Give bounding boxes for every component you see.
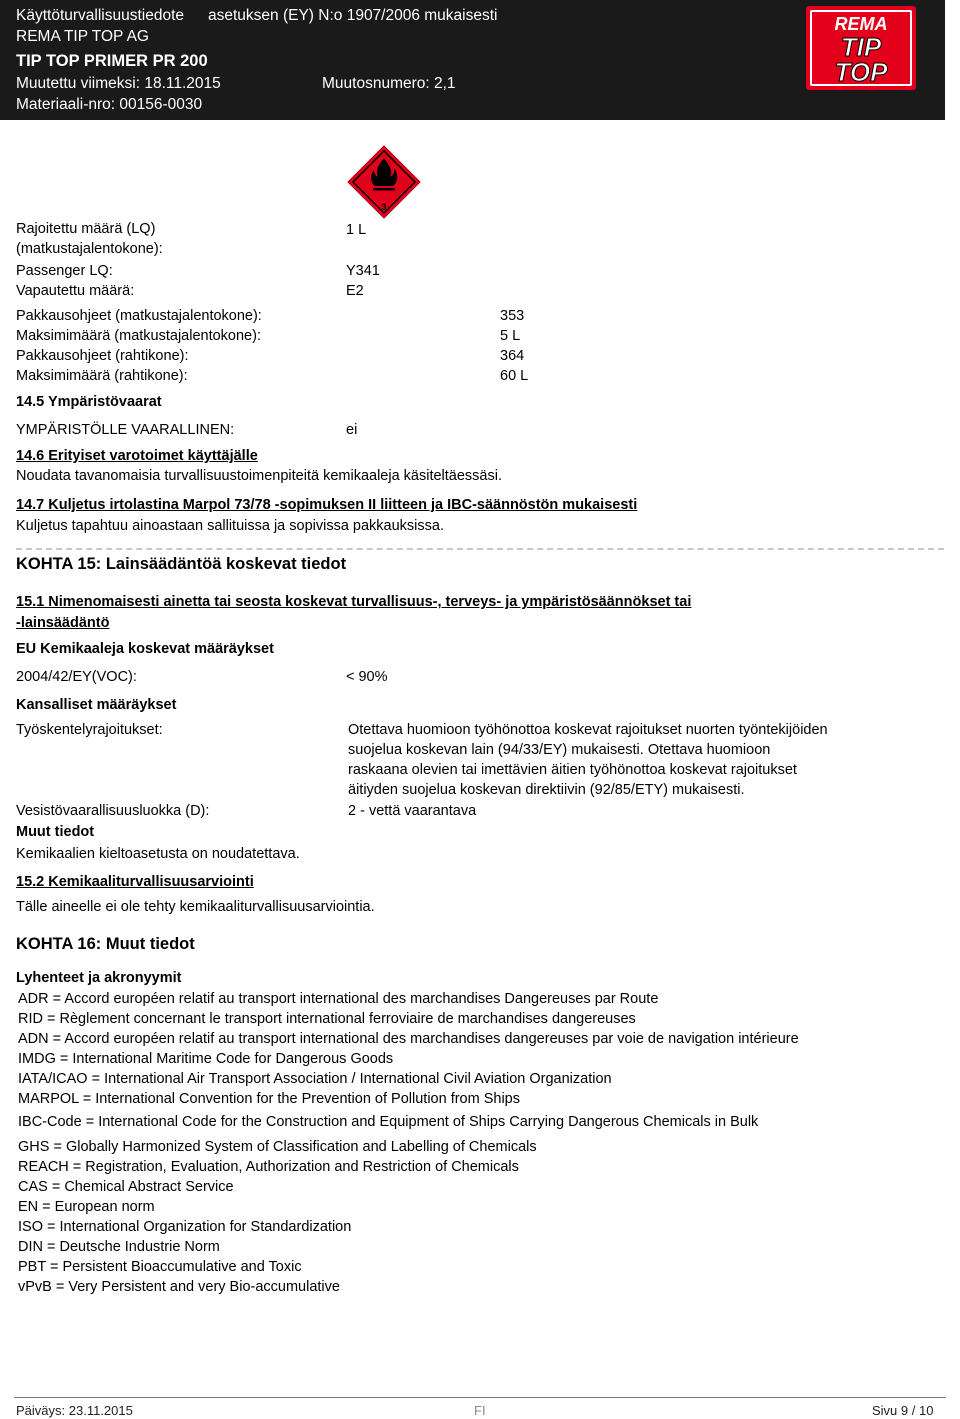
voc-value: < 90% xyxy=(346,669,388,685)
list-item: CAS = Chemical Abstract Service xyxy=(18,1179,234,1195)
revision-number: Muutosnumero: 2,1 xyxy=(322,75,456,92)
company-logo xyxy=(806,6,916,90)
work-restrictions-line3: raskaana olevien tai imettävien äitien työhönottoa koskevat rajoitukset xyxy=(348,762,797,778)
packing-cargo-label: Pakkausohjeet (rahtikone): xyxy=(16,348,189,364)
packing-cargo-value: 364 xyxy=(500,348,525,364)
section-divider xyxy=(16,548,944,550)
lq-value: 1 L xyxy=(346,222,367,238)
max-qty-cargo-value: 60 L xyxy=(500,368,529,384)
section-15-2-text: Tälle aineelle ei ole tehty kemikaaliturvallisuusarviointia. xyxy=(16,899,375,915)
list-item: EN = European norm xyxy=(18,1199,155,1215)
max-qty-cargo-label: Maksimimäärä (rahtikone): xyxy=(16,368,188,384)
excepted-quantity-value: E2 xyxy=(346,283,364,299)
list-item: RID = Règlement concernant le transport international ferroviaire de marchandises dangereuses xyxy=(18,1011,636,1027)
section-14-5-title: 14.5 Ympäristövaarat xyxy=(16,394,162,410)
work-restrictions-line2: suojelua koskevan lain (94/33/EY) mukaisesti. Otettava huomioon xyxy=(348,742,771,758)
product-name: TIP TOP PRIMER PR 200 xyxy=(16,52,208,70)
work-restrictions-label: Työskentelyrajoitukset: xyxy=(16,722,163,738)
eu-regulations-title: EU Kemikaaleja koskevat määräykset xyxy=(16,641,274,657)
other-info-title: Muut tiedot xyxy=(16,824,95,840)
list-item: IMDG = International Maritime Code for Dangerous Goods xyxy=(18,1051,394,1067)
list-item: DIN = Deutsche Industrie Norm xyxy=(18,1239,220,1255)
logo-text-rema: REMA xyxy=(834,14,888,34)
section-15-1-title-line2: -lainsäädäntö xyxy=(16,615,110,631)
list-item: ADR = Accord européen relatif au transport international des marchandises Dangereuses par Route xyxy=(18,991,659,1007)
list-item: ADN = Accord européen relatif au transport international des marchandises dangereuses par voie de navigation intérieure xyxy=(18,1031,799,1047)
material-number: Materiaali-nro: 00156-0030 xyxy=(16,96,203,113)
list-item: GHS = Globally Harmonized System of Classification and Labelling of Chemicals xyxy=(18,1139,537,1155)
hazard-class-number: 3 xyxy=(381,202,387,212)
packing-passenger-label: Pakkausohjeet (matkustajalentokone): xyxy=(16,308,262,324)
document-title: Käyttöturvallisuustiedote xyxy=(16,7,185,24)
passenger-lq-label: Passenger LQ: xyxy=(16,263,113,279)
passenger-lq-value: Y341 xyxy=(346,263,380,279)
footer-page-number: Sivu 9 / 10 xyxy=(872,1403,934,1418)
footer-divider xyxy=(14,1397,946,1398)
max-qty-passenger-value: 5 L xyxy=(500,328,521,344)
company-name: REMA TIP TOP AG xyxy=(16,28,149,45)
max-qty-passenger-label: Maksimimäärä (matkustajalentokone): xyxy=(16,328,261,344)
section-15-2-title: 15.2 Kemikaaliturvallisuusarviointi xyxy=(16,874,254,890)
abbreviations-title: Lyhenteet ja akronyymit xyxy=(16,970,182,986)
work-restrictions-line4: äitiyden suojelua koskevan direktiivin (92/85/ETY) mukaisesti. xyxy=(348,782,745,798)
regulation-text: asetuksen (EY) N:o 1907/2006 mukaisesti xyxy=(208,7,498,24)
environmental-hazard-label: YMPÄRISTÖLLE VAARALLINEN: xyxy=(16,422,235,438)
list-item: vPvB = Very Persistent and very Bio-accumulative xyxy=(18,1279,340,1295)
voc-label: 2004/42/EY(VOC): xyxy=(16,669,137,685)
water-hazard-label: Vesistövaarallisuusluokka (D): xyxy=(16,803,210,819)
logo-text-tip: TIP xyxy=(840,32,882,62)
section-15-1-title-line1: 15.1 Nimenomaisesti ainetta tai seosta koskevat turvallisuus-, terveys- ja ympäristösäännökset tai xyxy=(16,594,692,610)
list-item: PBT = Persistent Bioaccumulative and Toxic xyxy=(18,1259,302,1275)
national-regulations-title: Kansalliset määräykset xyxy=(16,697,177,713)
list-item: REACH = Registration, Evaluation, Authorization and Restriction of Chemicals xyxy=(18,1159,519,1175)
work-restrictions-line1: Otettava huomioon työhönottoa koskevat rajoitukset nuorten työntekijöiden xyxy=(348,722,828,738)
environmental-hazard-value: ei xyxy=(346,422,358,438)
section-14-6-title: 14.6 Erityiset varotoimet käyttäjälle xyxy=(16,448,258,464)
section-14-7-text: Kuljetus tapahtuu ainoastaan sallituissa ja sopivissa pakkauksissa. xyxy=(16,518,444,534)
flammable-diamond-icon xyxy=(346,144,422,220)
list-item: IATA/ICAO = International Air Transport Association / International Civil Aviation Organization xyxy=(18,1071,612,1087)
lq-label-line2: (matkustajalentokone): xyxy=(16,241,163,257)
footer-date: Päiväys: 23.11.2015 xyxy=(16,1403,133,1418)
list-item: ISO = International Organization for Standardization xyxy=(18,1219,352,1235)
water-hazard-value: 2 - vettä vaarantava xyxy=(348,803,477,819)
list-item: MARPOL = International Convention for the Prevention of Pollution from Ships xyxy=(18,1091,520,1107)
revised-date: Muutettu viimeksi: 18.11.2015 xyxy=(16,75,221,92)
section-15-title: KOHTA 15: Lainsäädäntöä koskevat tiedot xyxy=(16,555,347,573)
lq-label-line1: Rajoitettu määrä (LQ) xyxy=(16,221,156,237)
packing-passenger-value: 353 xyxy=(500,308,525,324)
section-16-title: KOHTA 16: Muut tiedot xyxy=(16,935,195,953)
section-14-6-text: Noudata tavanomaisia turvallisuustoimenpiteitä kemikaaleja käsiteltäessäsi. xyxy=(16,468,502,484)
list-item: IBC-Code = International Code for the Construction and Equipment of Ships Carrying Dangerous Chemicals in Bulk xyxy=(18,1114,759,1130)
section-14-7-title: 14.7 Kuljetus irtolastina Marpol 73/78 -sopimuksen II liitteen ja IBC-säännöstön mukaisesti xyxy=(16,497,638,513)
logo-text-top: TOP xyxy=(834,57,888,87)
excepted-quantity-label: Vapautettu määrä: xyxy=(16,283,135,299)
footer-language: FI xyxy=(474,1403,486,1418)
other-info-text: Kemikaalien kieltoasetusta on noudatettava. xyxy=(16,846,300,862)
